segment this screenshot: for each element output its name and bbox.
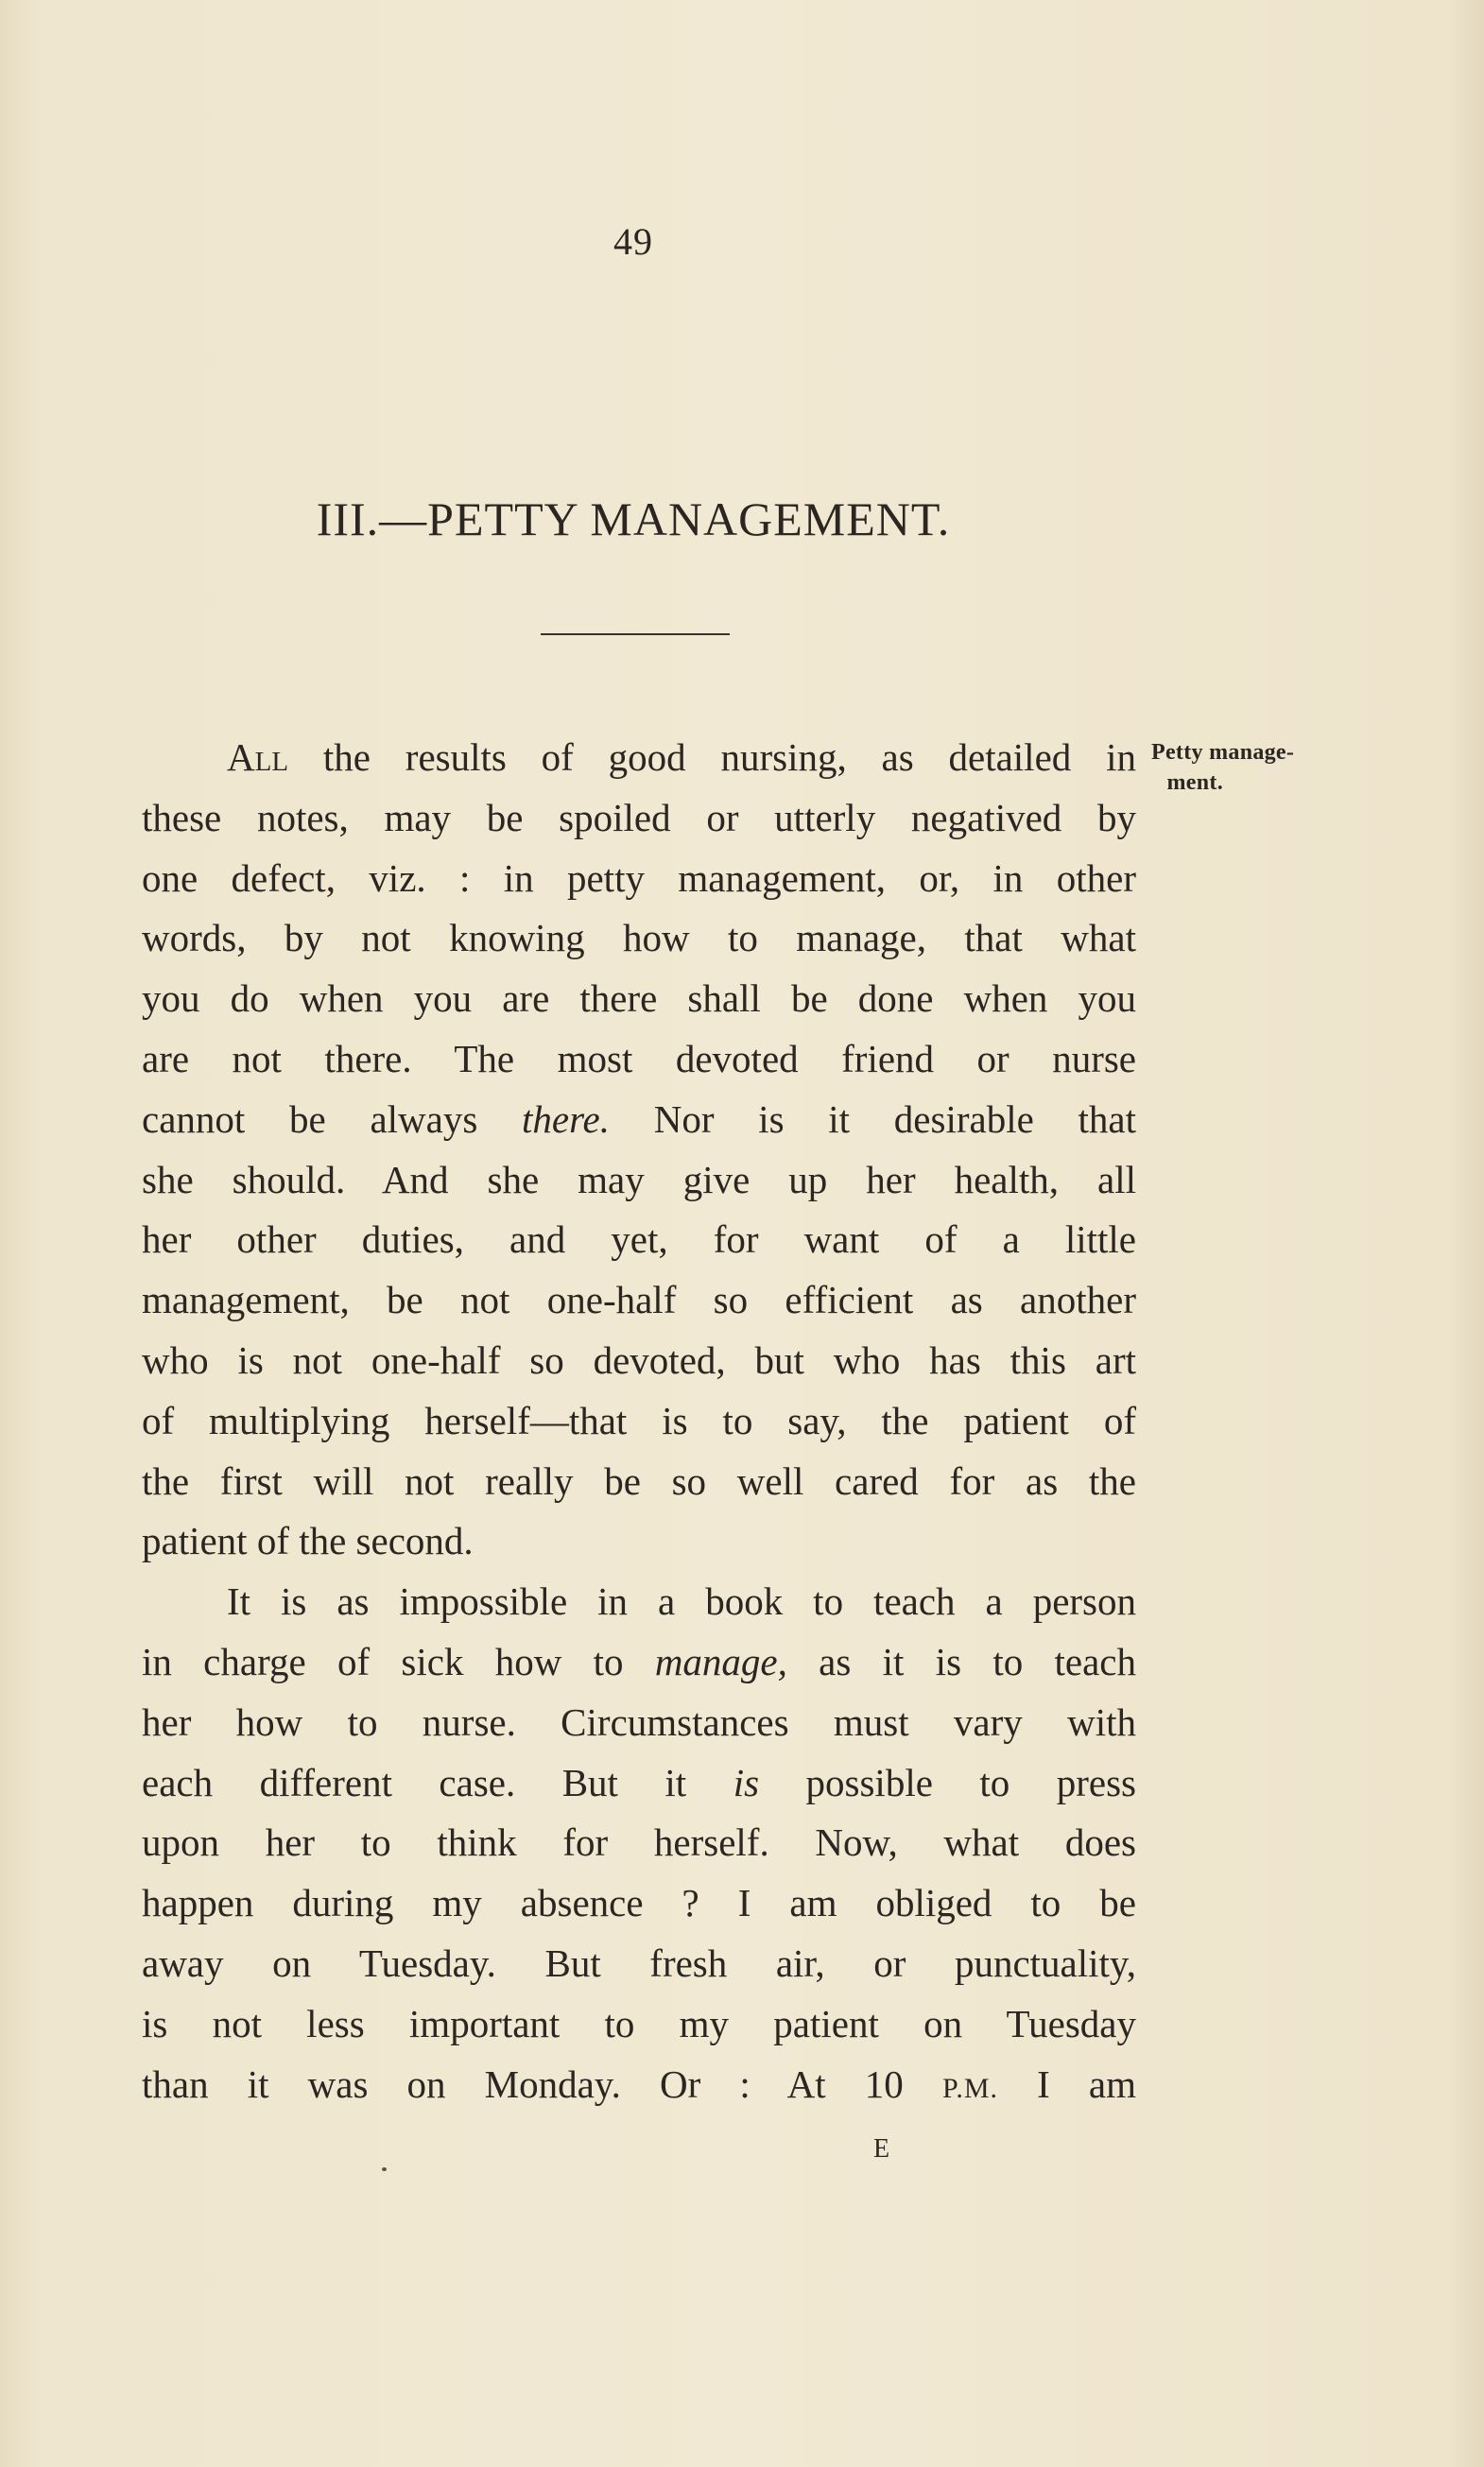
text-line-content: in charge of sick how to [142, 1639, 655, 1683]
text-line: she should. And she may give up her health, all [142, 1157, 1136, 1201]
paragraph-1 [142, 728, 1136, 1572]
italic-word: there. [522, 1096, 610, 1141]
text-line-content: possible to press [759, 1760, 1137, 1804]
text-line [142, 728, 1136, 788]
text-line [142, 1090, 1136, 1150]
paragraph-2 [142, 1572, 1136, 2114]
text-line: one defect, viz. : in petty management, or, in other [142, 855, 1136, 900]
text-line-content: than it was on Monday. Or : At 10 [142, 2062, 942, 2106]
text-line-content: the results of good nursing, as detailed in [288, 735, 1136, 779]
text-line-content: as it is to teach [786, 1639, 1136, 1683]
small-caps-abbrev: P.M. [941, 2072, 998, 2104]
text-line-content: cannot be always [142, 1096, 523, 1141]
text-line: her other duties, and yet, for want of a little [142, 1217, 1136, 1262]
text-line: words, by not knowing how to manage, that what [142, 916, 1136, 960]
text-line: these notes, may be spoiled or utterly negatived by [142, 795, 1136, 839]
text-line-content: Nor is it desirable that [610, 1096, 1136, 1141]
text-line [142, 1632, 1136, 1693]
text-line-content: I am [998, 2062, 1137, 2106]
text-line: you do when you are there shall be done when you [142, 976, 1136, 1021]
text-line: upon her to think for herself. Now, what does [142, 1820, 1136, 1865]
text-line: It is as impossible in a book to teach a person [227, 1579, 1136, 1624]
text-line: her how to nurse. Circumstances must vary with [142, 1699, 1136, 1744]
signature-mark: E [873, 2134, 891, 2164]
text-line: is not less important to my patient on Tuesday [142, 2001, 1136, 2045]
italic-word: is [733, 1760, 760, 1804]
text-line: the first will not really be so well cared for as the [142, 1458, 1136, 1503]
margin-note [1151, 737, 1350, 798]
drop-small-caps-word: All [227, 735, 289, 779]
title-divider-rule [541, 633, 730, 635]
chapter-title: III.—PETTY MANAGEMENT. [316, 492, 951, 545]
margin-note-line-2: ment. [1166, 770, 1223, 795]
text-line-content: each different case. But it [142, 1760, 733, 1804]
text-line: away on Tuesday. But fresh air, or punctuality, [142, 1941, 1136, 1985]
text-line: patient of the second. [142, 1519, 474, 1563]
text-line [142, 1753, 1136, 1814]
text-line: happen during my absence ? I am obliged to be [142, 1881, 1136, 1925]
text-line: of multiplying herself—that is to say, the patient of [142, 1398, 1136, 1442]
text-line: are not there. The most devoted friend or nurse [142, 1036, 1136, 1080]
text-line: management, be not one-half so efficient as another [142, 1278, 1136, 1322]
margin-note-line-1: Petty manage- [1151, 740, 1295, 765]
text-line [142, 2055, 1136, 2115]
paper-speck [382, 2167, 387, 2171]
italic-word: manage, [654, 1639, 787, 1683]
page-number: 49 [613, 220, 653, 263]
body-text [142, 728, 1136, 2114]
text-line: who is not one-half so devoted, but who has this art [142, 1337, 1136, 1382]
